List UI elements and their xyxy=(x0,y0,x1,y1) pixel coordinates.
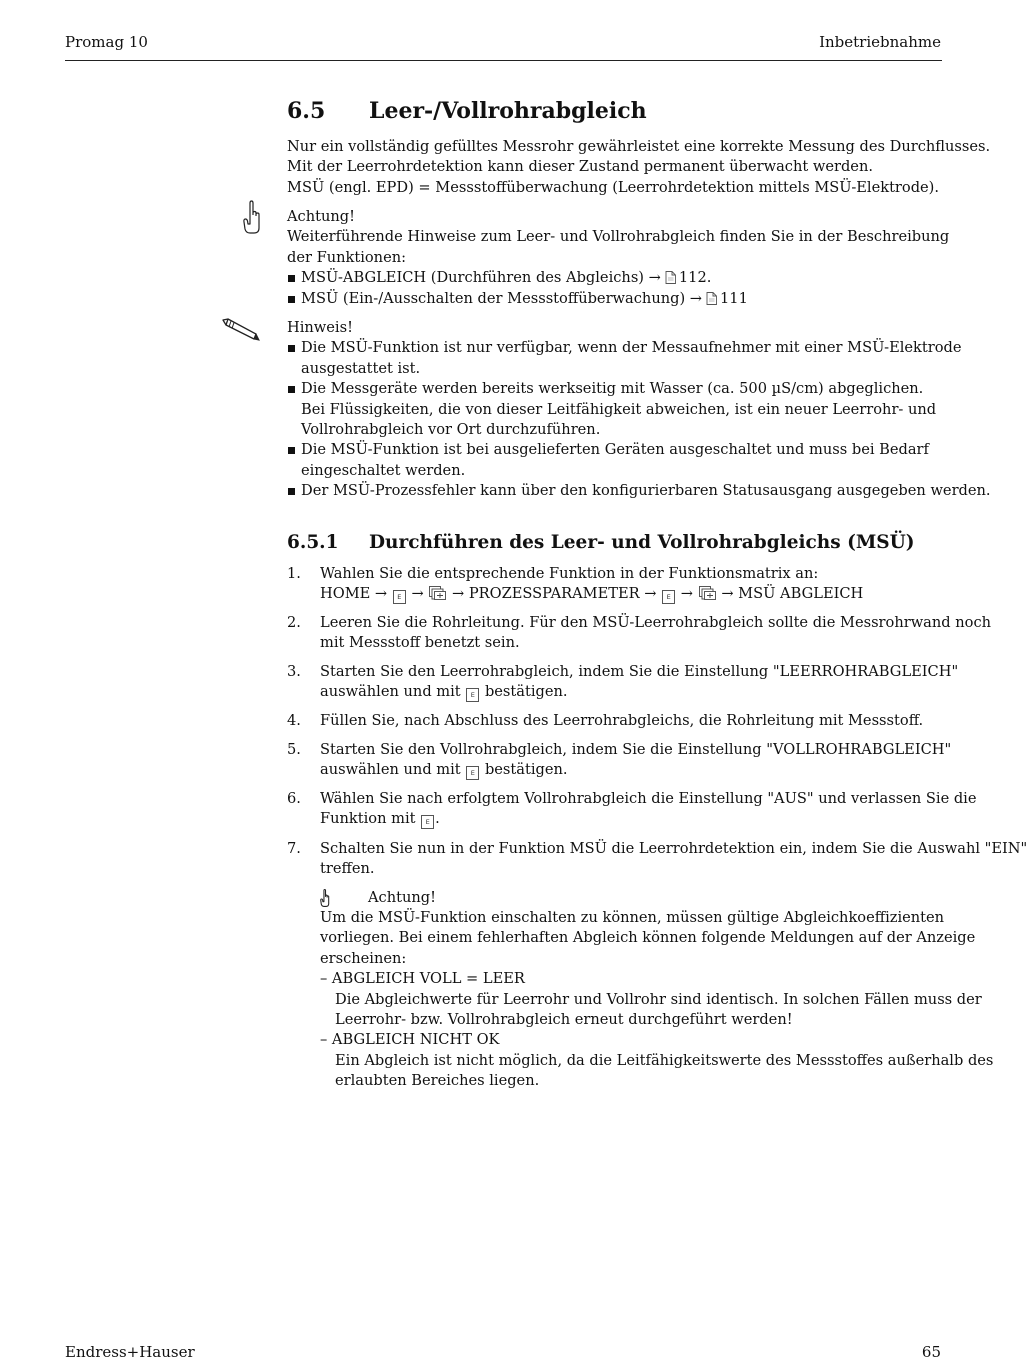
pencil-icon xyxy=(220,318,260,342)
step-number: 2. xyxy=(287,614,301,631)
step-text: Schalten Sie nun in der Funktion MSÜ die Leerrohrdetektion ein, indem Sie die Auswahl "EIN" xyxy=(320,840,1027,857)
header-rule xyxy=(65,60,942,61)
caution-text: vorliegen. Bei einem fehlerhaften Abgleich können folgende Meldungen auf der Anzeige xyxy=(320,929,976,947)
enter-key-icon: E xyxy=(662,590,675,604)
page-reference-icon xyxy=(665,271,676,284)
step-text: Starten Sie den Vollrohrabgleich, indem Sie die Einstellung "VOLLROHRABGLEICH" xyxy=(320,741,952,758)
note-item-cont: Vollrohrabgleich vor Ort durchzuführen. xyxy=(301,421,601,439)
menu-path: HOME → E → → PROZESSPARAMETER → E → → MSÜ ABGLEICH xyxy=(320,585,864,603)
step-text: Leeren Sie die Rohrleitung. Für den MSÜ-Leerrohrabgleich sollte die Messrohrwand noch xyxy=(320,614,992,631)
subsection-title: Durchführen des Leer- und Vollrohrabgleichs (MSÜ) xyxy=(369,532,915,553)
note-block xyxy=(287,318,991,502)
caution-text: Weiterführende Hinweise zum Leer- und Vollrohrabgleich finden Sie in der Beschreibung xyxy=(287,228,950,246)
caution-text: der Funktionen: xyxy=(287,248,407,266)
enter-key-icon: E xyxy=(393,590,406,604)
group-select-key-icon xyxy=(429,586,446,600)
enter-key-icon: E xyxy=(421,815,434,829)
caution-item: MSÜ-ABGLEICH (Durchführen des Abgleichs) → 112. xyxy=(287,268,927,288)
step-caution-label: Achtung! xyxy=(368,889,436,906)
subsection-number: 6.5.1 xyxy=(287,532,339,553)
error-message-title: – ABGLEICH VOLL = LEER xyxy=(320,970,525,988)
step-number: 6. xyxy=(287,790,301,807)
caution-text: erscheinen: xyxy=(320,949,407,967)
step-number: 3. xyxy=(287,663,301,680)
step-text: Wählen Sie nach erfolgtem Vollrohrabgleich die Einstellung "AUS" und verlassen Sie die xyxy=(320,790,977,807)
page-number: 65 xyxy=(921,1343,941,1361)
page-reference-icon xyxy=(706,292,717,305)
step-number: 1. xyxy=(287,565,301,582)
step-text: Wahlen Sie die entsprechende Funktion in der Funktionsmatrix an: xyxy=(320,565,819,582)
step-number: 4. xyxy=(287,712,301,729)
hand-pointing-icon xyxy=(242,200,262,236)
note-item-cont: ausgestattet ist. xyxy=(301,359,421,377)
intro-line: Mit der Leerrohrdetektion kann dieser Zustand permanent überwacht werden. xyxy=(287,158,873,176)
note-label: Hinweis! xyxy=(287,319,353,336)
note-item: Die MSÜ-Funktion ist nur verfügbar, wenn der Messaufnehmer mit einer MSÜ-Elektrode xyxy=(287,338,927,358)
step-number: 7. xyxy=(287,840,301,857)
step-text: auswählen und mit E bestätigen. xyxy=(320,683,568,701)
caution-text: Um die MSÜ-Funktion einschalten zu können, müssen gültige Abgleichkoeffizienten xyxy=(320,909,945,926)
footer-company: Endress+Hauser xyxy=(65,1343,195,1361)
error-message-text: erlaubten Bereiches liegen. xyxy=(335,1072,540,1090)
caution-item: MSÜ (Ein-/Ausschalten der Messstoffüberwachung) → 111 xyxy=(287,289,927,309)
step-text: mit Messstoff benetzt sein. xyxy=(320,634,520,652)
caution-block xyxy=(287,207,950,309)
step-text: treffen. xyxy=(320,860,375,878)
error-message-text: Die Abgleichwerte für Leerrohr und Vollrohr sind identisch. In solchen Fällen muss der xyxy=(335,990,982,1008)
note-item: Die Messgeräte werden bereits werkseitig mit Wasser (ca. 500 µS/cm) abgeglichen. xyxy=(287,379,927,399)
enter-key-icon: E xyxy=(466,766,479,780)
header-chapter: Inbetriebnahme xyxy=(819,33,941,51)
hand-pointing-icon xyxy=(319,889,331,908)
note-item-cont: Bei Flüssigkeiten, die von dieser Leitfähigkeit abweichen, ist ein neuer Leerrohr- und xyxy=(301,400,937,418)
step-caution-block xyxy=(320,908,994,1092)
step-text: Starten Sie den Leerrohrabgleich, indem Sie die Einstellung "LEERROHRABGLEICH" xyxy=(320,663,959,680)
step-text: Füllen Sie, nach Abschluss des Leerrohrabgleichs, die Rohrleitung mit Messstoff. xyxy=(320,712,924,729)
section-heading xyxy=(287,96,647,126)
error-message-text: Leerrohr- bzw. Vollrohrabgleich erneut durchgeführt werden! xyxy=(335,1011,793,1029)
header-product: Promag 10 xyxy=(65,33,148,51)
step-text: Funktion mit E . xyxy=(320,810,440,828)
note-item-cont: eingeschaltet werden. xyxy=(301,461,466,479)
section-intro xyxy=(287,137,991,198)
note-item: Der MSÜ-Prozessfehler kann über den konfigurierbaren Statusausgang ausgegeben werden. xyxy=(287,481,927,501)
note-item: Die MSÜ-Funktion ist bei ausgelieferten Geräten ausgeschaltet und muss bei Bedarf xyxy=(287,440,927,460)
intro-line: MSÜ (engl. EPD) = Messstoffüberwachung (Leerrohrdetektion mittels MSÜ-Elektrode). xyxy=(287,178,940,196)
intro-line: Nur ein vollständig gefülltes Messrohr gewährleistet eine korrekte Messung des Durchflusses. xyxy=(287,138,991,155)
step-text: auswählen und mit E bestätigen. xyxy=(320,761,568,779)
section-number: 6.5 xyxy=(287,98,326,124)
caution-label: Achtung! xyxy=(287,208,355,225)
enter-key-icon: E xyxy=(466,688,479,702)
step-number: 5. xyxy=(287,741,301,758)
group-select-key-icon xyxy=(699,586,716,600)
section-title: Leer-/Vollrohrabgleich xyxy=(369,98,647,124)
error-message-text: Ein Abgleich ist nicht möglich, da die Leitfähigkeitswerte des Messstoffes außerhalb des xyxy=(335,1051,994,1069)
subsection-heading xyxy=(287,530,915,556)
error-message-title: – ABGLEICH NICHT OK xyxy=(320,1031,500,1049)
